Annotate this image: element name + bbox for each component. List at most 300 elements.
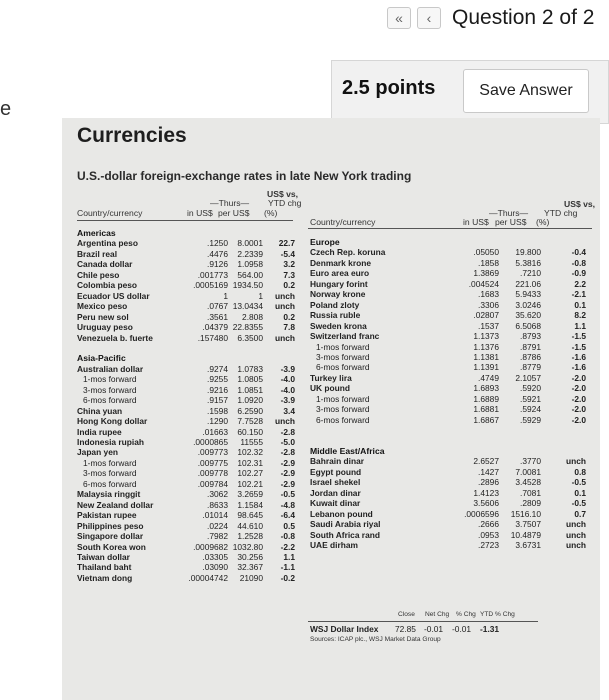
rate-per-usd: 1.0851 xyxy=(237,384,263,395)
currency-row xyxy=(310,362,592,372)
ytd-change: 1.1 xyxy=(283,551,295,562)
rate-per-usd: 1.0920 xyxy=(237,395,263,406)
ytd-change: -2.8 xyxy=(280,447,295,458)
currency-name: Denmark krone xyxy=(310,257,371,268)
currency-row xyxy=(310,488,592,498)
rate-in-usd: .9126 xyxy=(207,259,228,270)
section-heading: Europe xyxy=(310,237,340,247)
right-header-inusd: in US$ xyxy=(463,217,489,227)
currency-name: Argentina peso xyxy=(77,238,138,249)
rate-per-usd: .5929 xyxy=(520,414,541,425)
rate-per-usd: 8.0001 xyxy=(237,238,263,249)
rate-in-usd: .009778 xyxy=(197,468,228,479)
rate-per-usd: .3770 xyxy=(520,456,541,467)
ytd-change: -0.5 xyxy=(571,477,586,488)
section-heading: Americas xyxy=(77,228,116,238)
rate-per-usd: .8779 xyxy=(520,362,541,373)
rate-per-usd: 102.21 xyxy=(237,478,263,489)
rate-in-usd: .009784 xyxy=(197,478,228,489)
currency-row xyxy=(77,385,295,395)
rate-in-usd: .0953 xyxy=(478,529,499,540)
left-header-usdvs: US$ vs, xyxy=(267,189,299,199)
rate-in-usd: 1.6867 xyxy=(473,414,499,425)
rate-per-usd: 2.808 xyxy=(242,311,263,322)
currency-row xyxy=(310,300,592,310)
currency-name: Bahrain dinar xyxy=(310,456,364,467)
ytd-change: -0.5 xyxy=(571,498,586,509)
currency-row xyxy=(310,279,592,289)
rate-in-usd: .05050 xyxy=(473,247,499,258)
currency-name: Lebanon pound xyxy=(310,508,373,519)
ytd-change: 2.2 xyxy=(574,278,586,289)
currency-name: Philippines peso xyxy=(77,520,144,531)
rate-in-usd: 1.4123 xyxy=(473,487,499,498)
ytd-change: -3.9 xyxy=(280,363,295,374)
currency-row xyxy=(77,322,295,332)
rate-per-usd: 98.645 xyxy=(237,510,263,521)
rate-per-usd: 1.0783 xyxy=(237,363,263,374)
ytd-change: -5.4 xyxy=(280,248,295,259)
cropped-edge-text: e xyxy=(0,98,12,120)
ytd-change: -0.9 xyxy=(571,268,586,279)
currency-row xyxy=(310,352,592,362)
currency-name: 3-mos forward xyxy=(83,384,137,395)
rate-per-usd: .7081 xyxy=(520,487,541,498)
currency-name: China yuan xyxy=(77,405,123,416)
currency-row xyxy=(77,510,295,520)
rate-in-usd: .1683 xyxy=(478,289,499,300)
currency-name: Hong Kong dollar xyxy=(77,416,148,427)
rate-per-usd: .8791 xyxy=(520,341,541,352)
currency-row xyxy=(310,258,592,268)
rate-per-usd: 6.5068 xyxy=(515,320,541,331)
rate-per-usd: .7210 xyxy=(520,268,541,279)
currency-name: Chile peso xyxy=(77,269,120,280)
rate-in-usd: .4749 xyxy=(478,372,499,383)
currency-name: South Korea won xyxy=(77,541,146,552)
rate-in-usd: .157480 xyxy=(197,332,228,343)
points-panel xyxy=(331,60,609,124)
currency-name: Hungary forint xyxy=(310,278,368,289)
rate-per-usd: .8793 xyxy=(520,331,541,342)
ytd-change: 0.2 xyxy=(283,311,295,322)
ytd-change: unch xyxy=(565,456,586,467)
rate-in-usd: 2.6527 xyxy=(473,456,499,467)
rate-per-usd: 30.256 xyxy=(237,551,263,562)
currency-row xyxy=(77,521,295,531)
rate-in-usd: .01014 xyxy=(202,510,228,521)
currency-name: Peru new sol xyxy=(77,311,129,322)
currency-name: UAE dirham xyxy=(310,540,358,551)
currency-name: Czech Rep. koruna xyxy=(310,247,386,258)
ytd-change: 0.7 xyxy=(574,508,586,519)
currency-name: Sweden krona xyxy=(310,320,367,331)
currency-name: Euro area euro xyxy=(310,268,370,279)
currency-name: 1-mos forward xyxy=(316,393,370,404)
ytd-change: unch xyxy=(565,529,586,540)
rate-in-usd: .9157 xyxy=(207,395,228,406)
right-header-ytdchg: YTD chg xyxy=(544,208,578,218)
currency-name: Switzerland franc xyxy=(310,331,380,342)
currency-row xyxy=(310,404,592,414)
ytd-change: unch xyxy=(274,290,295,301)
ytd-change: 8.2 xyxy=(574,310,586,321)
currency-name: 1-mos forward xyxy=(83,457,137,468)
rate-per-usd: 2.2339 xyxy=(237,248,263,259)
currency-name: Ecuador US dollar xyxy=(77,290,150,301)
currency-row xyxy=(77,312,295,322)
rate-in-usd: .1427 xyxy=(478,466,499,477)
right-header-perusd: per US$ xyxy=(495,217,527,227)
currency-row xyxy=(77,374,295,384)
ytd-change: -4.0 xyxy=(280,374,295,385)
rate-in-usd: 1.6889 xyxy=(473,393,499,404)
ytd-change: 0.1 xyxy=(574,487,586,498)
currency-row xyxy=(310,268,592,278)
ytd-change: -0.8 xyxy=(571,257,586,268)
ytd-change: 3.4 xyxy=(283,405,295,416)
ytd-change: -2.0 xyxy=(571,393,586,404)
rate-in-usd: .004524 xyxy=(468,278,499,289)
ytd-change: -0.4 xyxy=(571,247,586,258)
currency-row xyxy=(77,301,295,311)
wsj-header-close: Close xyxy=(398,611,415,618)
currency-name: Norway krone xyxy=(310,289,366,300)
currency-row xyxy=(310,519,592,529)
ytd-change: 1.1 xyxy=(574,320,586,331)
currency-row xyxy=(310,310,592,320)
currency-row xyxy=(310,477,592,487)
ytd-change: -1.5 xyxy=(571,331,586,342)
rate-in-usd: .009773 xyxy=(197,447,228,458)
currency-row xyxy=(77,489,295,499)
ytd-change: -2.8 xyxy=(280,426,295,437)
ytd-change: -1.5 xyxy=(571,341,586,352)
rate-per-usd: 1934.50 xyxy=(232,280,263,291)
ytd-change: -2.0 xyxy=(571,372,586,383)
wsj-index-label: WSJ Dollar Index xyxy=(310,624,379,634)
rate-per-usd: 22.8355 xyxy=(232,322,263,333)
left-header-thurs: —Thurs— xyxy=(210,198,250,208)
rate-in-usd: 1.1381 xyxy=(473,351,499,362)
rate-per-usd: 44.610 xyxy=(237,520,263,531)
ytd-change: 0.8 xyxy=(574,466,586,477)
currency-row xyxy=(77,468,295,478)
currency-row xyxy=(310,415,592,425)
wsj-close: 72.85 xyxy=(395,624,416,634)
rate-per-usd: 102.31 xyxy=(237,457,263,468)
ytd-change: 22.7 xyxy=(278,238,295,249)
ytd-change: -2.9 xyxy=(280,468,295,479)
figure-title: Currencies xyxy=(77,124,187,147)
rate-in-usd: .1598 xyxy=(207,405,228,416)
ytd-change: -5.0 xyxy=(280,437,295,447)
wsj-source: Sources: ICAP plc., WSJ Market Data Group xyxy=(310,636,441,643)
ytd-change: 3.2 xyxy=(283,259,295,270)
ytd-change: unch xyxy=(274,301,295,312)
rate-per-usd: 3.2659 xyxy=(237,489,263,500)
rate-in-usd: .03305 xyxy=(202,551,228,562)
currency-row xyxy=(310,342,592,352)
rate-in-usd: .1290 xyxy=(207,416,228,427)
currency-row xyxy=(77,333,295,343)
currency-row xyxy=(77,395,295,405)
rate-in-usd: .00004742 xyxy=(188,572,228,583)
section-heading: Asia-Pacific xyxy=(77,353,126,364)
currency-row xyxy=(77,573,295,583)
rate-in-usd: .0767 xyxy=(207,301,228,312)
ytd-change: unch xyxy=(565,519,586,530)
rate-per-usd: 60.150 xyxy=(237,426,263,437)
rate-in-usd: .02807 xyxy=(473,310,499,321)
rate-per-usd: 221.06 xyxy=(515,278,541,289)
currency-name: 3-mos forward xyxy=(316,351,370,362)
rate-in-usd: .1537 xyxy=(478,320,499,331)
rate-in-usd: 1.1373 xyxy=(473,331,499,342)
rate-per-usd: 35.620 xyxy=(515,310,541,321)
ytd-change: -2.0 xyxy=(571,404,586,415)
rate-per-usd: 1032.80 xyxy=(232,541,263,552)
left-header-inusd: in US$ xyxy=(187,208,213,218)
figure-subtitle: U.S.-dollar foreign-exchange rates in late New York trading xyxy=(77,169,412,183)
rate-in-usd: .01663 xyxy=(202,426,228,437)
ytd-change: -2.1 xyxy=(571,289,586,300)
question-label: Question 2 of 2 xyxy=(452,6,595,29)
left-header-ytdchg: YTD chg xyxy=(268,198,302,208)
wsj-ytd: -1.31 xyxy=(480,624,500,634)
currency-row xyxy=(310,321,592,331)
wsj-rule xyxy=(308,621,538,622)
currency-name: New Zealand dollar xyxy=(77,499,154,510)
currency-name: Turkey lira xyxy=(310,372,352,383)
rate-in-usd: .0000865 xyxy=(193,437,228,447)
rate-in-usd: 1.3869 xyxy=(473,268,499,279)
rate-per-usd: 564.00 xyxy=(237,269,263,280)
rate-in-usd: .0009682 xyxy=(193,541,228,552)
save-answer-button[interactable]: Save Answer xyxy=(463,69,589,113)
wsj-netchg: -0.01 xyxy=(424,624,444,634)
rate-in-usd: .3306 xyxy=(478,299,499,310)
currency-name: 6-mos forward xyxy=(83,478,137,489)
currency-row xyxy=(77,416,295,426)
currency-row xyxy=(77,542,295,552)
rate-per-usd: 19.800 xyxy=(515,247,541,258)
ytd-change: -4.8 xyxy=(280,499,295,510)
currency-name: 6-mos forward xyxy=(316,414,370,425)
currency-name: 3-mos forward xyxy=(316,404,370,415)
ytd-change: -0.2 xyxy=(280,572,295,583)
rate-per-usd: .5920 xyxy=(520,383,541,394)
rate-per-usd: 1.1584 xyxy=(237,499,263,510)
currency-row xyxy=(77,270,295,280)
currency-row xyxy=(77,458,295,468)
rate-in-usd: .8633 xyxy=(207,499,228,510)
currency-name: Malaysia ringgit xyxy=(77,489,141,500)
wsj-header-netchg: Net Chg xyxy=(425,611,450,618)
currency-row xyxy=(77,479,295,489)
currency-name: Indonesia rupiah xyxy=(77,437,145,447)
currency-name: South Africa rand xyxy=(310,529,380,540)
currency-row xyxy=(77,364,295,374)
rate-per-usd: 102.27 xyxy=(237,468,263,479)
rate-per-usd: 3.4528 xyxy=(515,477,541,488)
rate-in-usd: .0006596 xyxy=(464,508,499,519)
currencies-figure xyxy=(62,118,600,700)
rate-in-usd: 1.6881 xyxy=(473,404,499,415)
currency-row xyxy=(310,509,592,519)
currency-row xyxy=(77,552,295,562)
ytd-change: -2.2 xyxy=(280,541,295,552)
rate-in-usd: .03090 xyxy=(202,562,228,573)
currency-row xyxy=(310,289,592,299)
currency-row xyxy=(310,530,592,540)
currency-row xyxy=(77,291,295,301)
rate-in-usd: .0224 xyxy=(207,520,228,531)
rate-in-usd: .7982 xyxy=(207,531,228,542)
rate-in-usd: 3.5606 xyxy=(473,498,499,509)
currency-name: Kuwait dinar xyxy=(310,498,361,509)
left-header-country: Country/currency xyxy=(77,208,143,218)
rate-per-usd: 3.7507 xyxy=(515,519,541,530)
ytd-change: -4.0 xyxy=(280,384,295,395)
rate-in-usd: .001773 xyxy=(197,269,228,280)
rate-per-usd: 6.2590 xyxy=(237,405,263,416)
rate-in-usd: .0005169 xyxy=(193,280,228,291)
ytd-change: 0.1 xyxy=(574,299,586,310)
currency-name: 6-mos forward xyxy=(83,395,137,406)
rate-in-usd: 1.1391 xyxy=(473,362,499,373)
currency-name: Saudi Arabia riyal xyxy=(310,519,381,530)
currency-row xyxy=(77,437,295,447)
currency-row xyxy=(310,456,592,466)
rate-per-usd: 1.2528 xyxy=(237,531,263,542)
rate-per-usd: 3.0246 xyxy=(515,299,541,310)
right-header-usdvs: US$ vs, xyxy=(564,199,596,209)
ytd-change: -0.8 xyxy=(280,531,295,542)
rate-in-usd: .9216 xyxy=(207,384,228,395)
ytd-change: -0.5 xyxy=(280,489,295,500)
ytd-change: 0.2 xyxy=(283,280,295,291)
currency-name: Japan yen xyxy=(77,447,118,458)
currency-row xyxy=(310,373,592,383)
currency-row xyxy=(77,259,295,269)
ytd-change: -2.0 xyxy=(571,383,586,394)
rate-per-usd: 1 xyxy=(258,290,263,301)
ytd-change: unch xyxy=(274,332,295,343)
left-header-perusd: per US$ xyxy=(218,208,250,218)
rate-per-usd: 1516.10 xyxy=(510,508,541,519)
rate-per-usd: 11555 xyxy=(240,437,263,447)
ytd-change: -1.1 xyxy=(280,562,295,573)
currency-name: Canada dollar xyxy=(77,259,133,270)
currency-row xyxy=(310,247,592,257)
currency-name: Taiwan dollar xyxy=(77,551,130,562)
currency-name: Venezuela b. fuerte xyxy=(77,332,153,343)
currency-name: Singapore dollar xyxy=(77,531,144,542)
currency-row xyxy=(77,562,295,572)
currency-name: 6-mos forward xyxy=(316,362,370,373)
currency-row xyxy=(77,238,295,248)
ytd-change: -6.4 xyxy=(280,510,295,521)
currency-row xyxy=(77,427,295,437)
rate-in-usd: .2896 xyxy=(478,477,499,488)
top-bar xyxy=(0,0,609,40)
currency-name: UK pound xyxy=(310,383,351,394)
currency-name: Jordan dinar xyxy=(310,487,361,498)
currency-name: Israel shekel xyxy=(310,477,361,488)
rate-in-usd: .1250 xyxy=(207,238,228,249)
currency-name: India rupee xyxy=(77,426,122,437)
rate-per-usd: 32.367 xyxy=(237,562,263,573)
previous-question-button[interactable]: ‹ xyxy=(417,7,441,29)
rate-per-usd: .5924 xyxy=(520,404,541,415)
first-question-button[interactable]: « xyxy=(387,7,411,29)
currency-name: 3-mos forward xyxy=(83,468,137,479)
ytd-change: 7.3 xyxy=(283,269,295,280)
ytd-change: 7.8 xyxy=(283,322,295,333)
currency-name: Vietnam dong xyxy=(77,572,133,583)
wsj-header-pctchg: % Chg xyxy=(456,611,476,618)
rate-per-usd: 21090 xyxy=(239,572,263,583)
ytd-change: 0.5 xyxy=(283,520,295,531)
rate-per-usd: 5.9433 xyxy=(515,289,541,300)
rate-in-usd: .1858 xyxy=(478,257,499,268)
currency-name: Brazil real xyxy=(77,248,118,259)
rate-in-usd: 1.6893 xyxy=(473,383,499,394)
right-header-thurs: —Thurs— xyxy=(489,208,529,218)
currency-name: Egypt pound xyxy=(310,466,362,477)
currency-name: Uruguay peso xyxy=(77,322,133,333)
right-header-rule xyxy=(308,228,592,229)
currency-row xyxy=(77,447,295,457)
rate-per-usd: .2809 xyxy=(520,498,541,509)
currency-row xyxy=(77,280,295,290)
rate-in-usd: .9255 xyxy=(207,374,228,385)
currency-name: Pakistan rupee xyxy=(77,510,137,521)
section-heading: Middle East/Africa xyxy=(310,446,385,456)
rate-in-usd: 1.1376 xyxy=(473,341,499,352)
currency-row xyxy=(310,540,592,550)
currency-name: Thailand baht xyxy=(77,562,132,573)
ytd-change: -2.9 xyxy=(280,478,295,489)
ytd-change: -1.6 xyxy=(571,362,586,373)
left-header-rule xyxy=(77,220,293,221)
right-header-country: Country/currency xyxy=(310,217,376,227)
currency-row xyxy=(77,531,295,541)
right-header-pct: (%) xyxy=(536,217,550,227)
currency-row xyxy=(310,467,592,477)
rate-per-usd: .5921 xyxy=(520,393,541,404)
currency-name: Mexico peso xyxy=(77,301,128,312)
currency-name: Russia ruble xyxy=(310,310,361,321)
rate-per-usd: 102.32 xyxy=(237,447,263,458)
ytd-change: -2.9 xyxy=(280,457,295,468)
rate-per-usd: 1.0958 xyxy=(237,259,263,270)
rate-per-usd: 2.1057 xyxy=(515,372,541,383)
rate-per-usd: 5.3816 xyxy=(515,257,541,268)
rate-in-usd: .04379 xyxy=(202,322,228,333)
rate-in-usd: .2666 xyxy=(478,519,499,530)
currency-row xyxy=(77,500,295,510)
currency-row xyxy=(310,394,592,404)
rate-per-usd: 10.4879 xyxy=(510,529,541,540)
currency-row xyxy=(77,406,295,416)
rate-in-usd: .009775 xyxy=(197,457,228,468)
rate-in-usd: 1 xyxy=(223,290,228,301)
ytd-change: unch xyxy=(565,540,586,551)
rate-in-usd: .2723 xyxy=(478,540,499,551)
currency-row xyxy=(77,249,295,259)
